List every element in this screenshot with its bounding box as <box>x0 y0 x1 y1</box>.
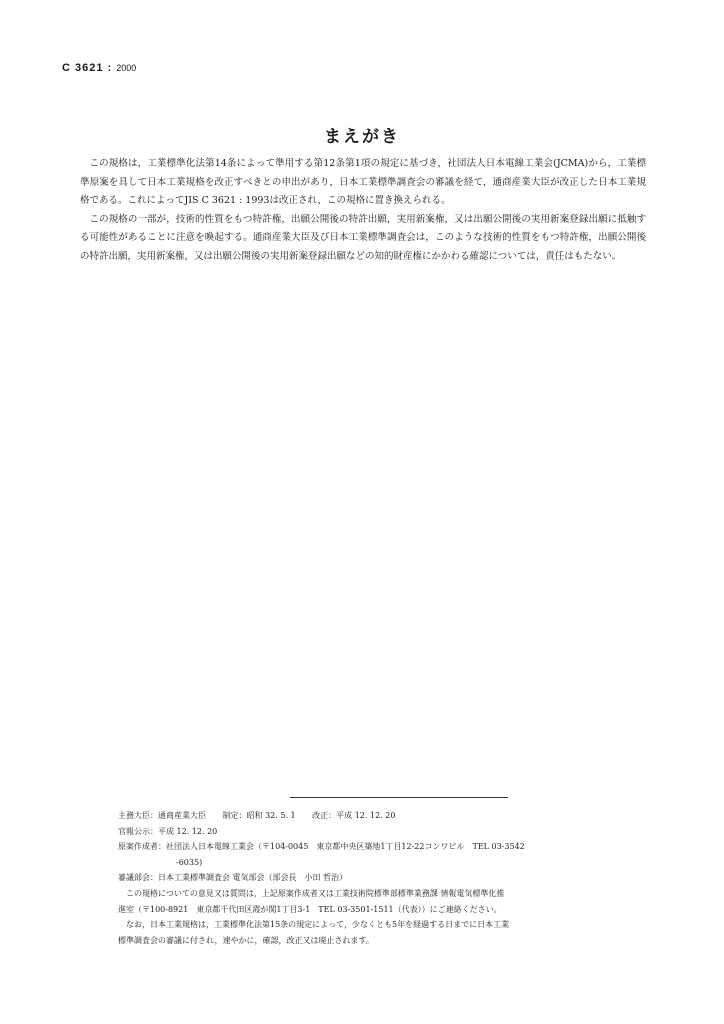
review-note: なお，日本工業規格は，工業標準化法第15条の規定によって，少なくとも5年を経過する日までに日本工業 <box>126 920 510 930</box>
gazette-text: 官報公示：平成 12. 12. 20 <box>118 826 218 836</box>
inquiry-note: この規格についての意見又は質問は，上記原案作成者又は工業技術院標準部標準業務課 情報電気標準化推 <box>126 888 505 898</box>
paragraph-2: この規格の一部が，技術的性質をもつ特許権，出願公開後の特許出願，実用新案権，又は出願公開後の実用新案登録出願に抵触する可能性があることに注意を喚起する。通商産業大臣及び日本工業標準調査会は，このような技術的性質をもつ特許権，出願公開後の特許出願，実用新案権，又は出願公開後の実用新案登録出願などの知的財産権にかかわる確認については，責任はもたない。 <box>80 213 646 262</box>
minister-text: 主務大臣：通商産業大臣 <box>118 811 206 820</box>
standard-year: 2000 <box>116 63 137 73</box>
foreword-body <box>80 155 646 266</box>
footer-divider <box>290 797 508 798</box>
document-code <box>62 62 136 74</box>
drafter-text-cont: -6035) <box>176 857 203 867</box>
code-separator: : <box>103 62 117 74</box>
footer-info <box>118 808 594 948</box>
inquiry-note-cont: 進室（〒100-8921 東京都千代田区霞が関1丁目3-1 TEL 03-3501-1511（代表））にご連絡ください。 <box>118 904 502 914</box>
page-title: まえがき <box>324 127 400 147</box>
paragraph-1: この規格は，工業標準化法第14条によって準用する第12条第1項の規定に基づき，社団法人日本電線工業会(JCMA)から，工業標準原案を具して日本工業規格を改正すべきとの申出があり，日本工業標準調査会の審議を経て，通商産業大臣が改正した日本工業規格である。これによってJIS C 3621 : 1993は改正され，この規格に置き換えられる。 <box>80 158 646 206</box>
revised-text: 改正：平成 12. 12. 20 <box>312 811 396 820</box>
footer-row-minister <box>118 808 594 824</box>
standard-number: C 3621 <box>62 62 104 74</box>
drafter-text: 原案作成者：社団法人日本電線工業会（〒104-0045 東京都中央区築地1丁目12-22コンワビル TEL 03-3542 <box>118 842 525 852</box>
enacted-text: 制定：昭和 32. 5. 1 <box>222 811 296 820</box>
council-text: 審議部会：日本工業標準調査会 電気部会（部会長 小田 哲治） <box>118 873 348 883</box>
review-note-cont: 標準調査会の審議に付され，速やかに，確認，改正又は廃止されます。 <box>118 935 374 945</box>
